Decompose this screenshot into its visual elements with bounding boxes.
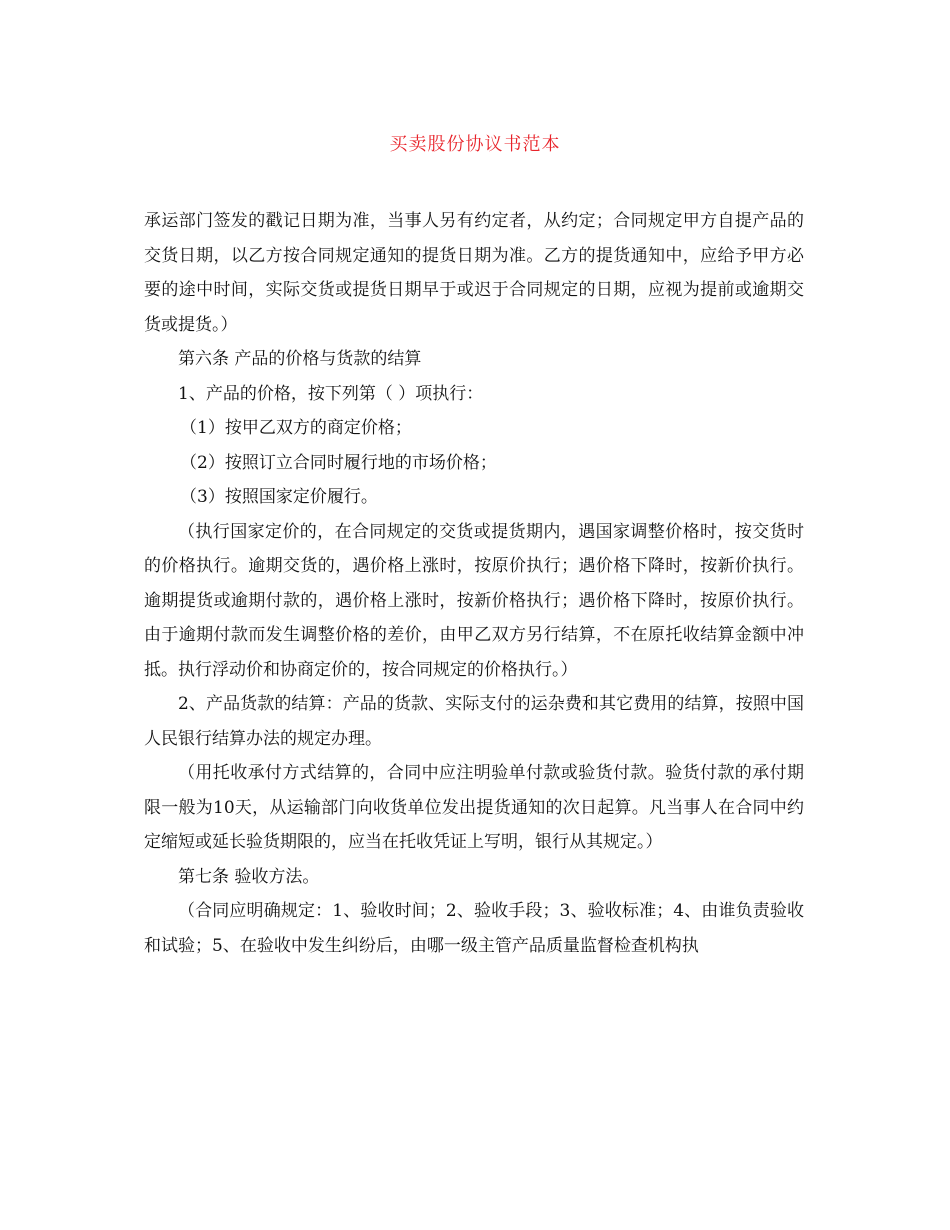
price-clause: 1、产品的价格，按下列第（ ）项执行： (178, 383, 484, 404)
article-six-heading: 第六条 产品的价格与货款的结算 (178, 349, 422, 369)
article-seven-heading: 第七条 验收方法。 (178, 866, 320, 887)
inspection-method-note: （合同应明确规定：1、验收时间；2、验收手段；3、验收标准；4、由谁负责验收和试验；5、在验收中发生纠纷后，由哪一级主管产品质量监督检查机构执 (144, 901, 804, 956)
paragraph-delivery-date: 承运部门签发的戳记日期为准，当事人另有约定者，从约定；合同规定甲方自提产品的交货日期，以乙方按合同规定通知的提货日期为准。乙方的提货通知中，应给予甲方必要的途中时间，实际交货或提货日期早于或迟于合同规定的日期，应视为提前或逾期交货或提货。） (144, 211, 804, 335)
price-option-2: （2）按照订立合同时履行地的市场价格； (180, 452, 497, 473)
document-body (144, 204, 804, 963)
payment-settlement-clause: 2、产品货款的结算：产品的货款、实际支付的运杂费和其它费用的结算，按照中国人民银行结算办法的规定办理。 (144, 694, 804, 749)
price-option-3: （3）按照国家定价履行。 (180, 487, 378, 507)
document-title: 买卖股份协议书范本 (389, 134, 561, 155)
collection-acceptance-note: （用托收承付方式结算的，合同中应注明验单付款或验货付款。验货付款的承付期限一般为10天，从运输部门向收货单位发出提货通知的次日起算。凡当事人在合同中约定缩短或延长验货期限的，应当在托收凭证上写明，银行从其规定。） (144, 763, 804, 852)
state-price-note: （执行国家定价的，在合同规定的交货或提货期内，遇国家调整价格时，按交货时的价格执行。逾期交货的，遇价格上涨时，按原价执行；遇价格下降时，按新价执行。逾期提货或逾期付款的，遇价格上涨时，按新价格执行；遇价格下降时，按原价执行。由于逾期付款而发生调整价格的差价，由甲乙双方另行结算，不在原托收结算金额中冲抵。执行浮动价和协商定价的，按合同规定的价格执行。） (144, 521, 804, 680)
price-option-1: （1）按甲乙双方的商定价格； (180, 418, 412, 438)
